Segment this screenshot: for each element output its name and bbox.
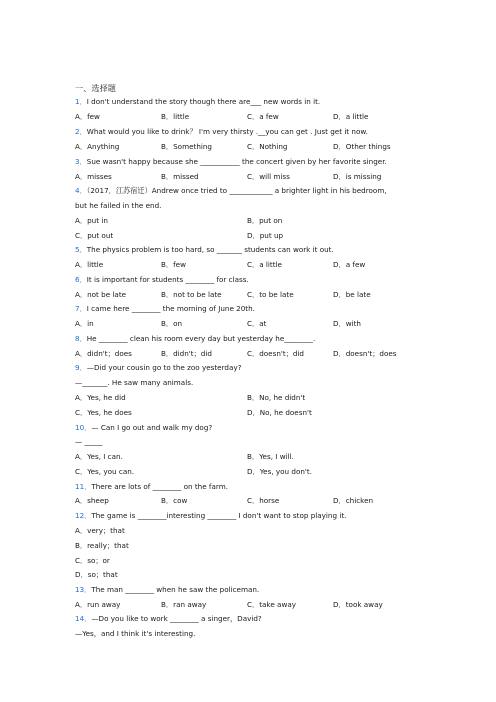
question-text: — Can I go out and walk my dog? [91,423,213,432]
question-number: 9． [75,363,87,372]
option-d: D．took away [333,600,383,609]
question-text: I came here ________ the morning of June 20th. [86,304,255,313]
option-b: B．missed [161,172,199,181]
question-13 [75,585,259,594]
question-number: 5． [75,245,87,254]
question-number: 6． [75,275,87,284]
option-a: A．put in [75,216,108,225]
option-c: C．Nothing [247,142,288,151]
question-text: The physics problem is too hard, so _______ students can work it out. [86,245,334,254]
option-c: C．take away [247,600,296,609]
option-c: C．Yes, he does [75,408,132,417]
option-b: B．Yes, I will. [247,452,294,461]
option-c: C．put out [75,231,114,240]
question-number: 2． [75,127,87,136]
question-1 [75,97,320,106]
option-a: A．in [75,319,94,328]
option-b: B．on [161,319,183,328]
option-a: A．very；that [75,526,125,535]
option-a: A．didn't；does [75,349,132,358]
option-d: D．No, he doesn't [247,408,312,417]
option-d: D．a little [333,112,369,121]
question-text: —Did your cousin go to the zoo yesterday? [86,363,242,372]
question-text: He ________ clean his room every day but yesterday he________. [86,334,316,343]
question-4 [75,186,387,195]
option-a: A．Anything [75,142,120,151]
option-c: C．so；or [75,556,110,565]
option-d: D．so；that [75,570,118,579]
option-a: A．misses [75,172,112,181]
option-d: D．with [333,319,361,328]
option-b: B．Something [161,142,212,151]
option-a: A．sheep [75,496,109,505]
option-a: A．not be late [75,290,127,299]
question-6 [75,275,249,284]
question-5 [75,245,334,254]
option-a: A．little [75,260,104,269]
option-a: A．Yes, he did [75,393,126,402]
question-3 [75,157,387,166]
question-number: 11． [75,482,92,491]
question-text: It is important for students ________ for class. [86,275,249,284]
option-c: C．a little [247,260,282,269]
question-10 [75,423,212,432]
question-2 [75,127,368,136]
option-b: B．No, he didn't [247,393,306,402]
option-d: D．Yes, you don't. [247,467,312,476]
option-b: B．not to be late [161,290,222,299]
question-text: What would you like to drink？ I'm very thirsty .__you can get . Just get it now. [86,127,368,136]
question-number: 4． [75,186,87,195]
question-number: 10． [75,423,92,432]
option-d: D．Other things [333,142,391,151]
option-b: B．cow [161,496,188,505]
option-b: B．really；that [75,541,129,550]
question-text-continued: —Yes，and I think it's interesting. [75,629,196,638]
question-14 [75,614,262,623]
question-text: —Do you like to work ________ a singer，David? [91,614,262,623]
question-text: Sue wasn't happy because she ___________ the concert given by her favorite singer. [86,157,387,166]
question-11 [75,482,228,491]
question-number: 8． [75,334,87,343]
option-c: C．at [247,319,267,328]
question-8 [75,334,315,343]
question-number: 1． [75,97,87,106]
question-text: The game is ________interesting ________ I don't want to stop playing it. [91,511,347,520]
option-d: D．is missing [333,172,382,181]
option-b: B．ran away [161,600,207,609]
option-d: D．be late [333,290,371,299]
question-text-continued: but he failed in the end. [75,201,162,210]
option-c: C．horse [247,496,280,505]
question-number: 7． [75,304,87,313]
question-number: 13． [75,585,92,594]
option-b: B．few [161,260,186,269]
question-7 [75,304,255,313]
question-text-continued: —_______. He saw many animals. [75,378,194,387]
question-text: （2017．江苏宿迁）Andrew once tried to ____________ a brighter light in his bedroom, [86,186,387,195]
section-title: 一、选择题 [75,83,116,93]
option-c: C．will miss [247,172,290,181]
option-d: D．a few [333,260,366,269]
option-d: D．put up [247,231,284,240]
question-text-continued: — _____ [75,437,103,446]
option-c: C．Yes, you can. [75,467,135,476]
option-a: A．run away [75,600,121,609]
question-number: 14． [75,614,92,623]
option-c: C．to be late [247,290,294,299]
option-b: B．put on [247,216,283,225]
question-text: I don't understand the story though there are___ new words in it. [86,97,321,106]
question-9 [75,363,241,372]
question-12 [75,511,346,520]
question-text: There are lots of ________ on the farm. [91,482,228,491]
option-d: D．doesn't；does [333,349,397,358]
option-c: C．doesn't；did [247,349,304,358]
question-number: 12． [75,511,92,520]
question-text: The man ________ when he saw the policeman. [91,585,260,594]
option-c: C．a few [247,112,279,121]
option-a: A．Yes, I can. [75,452,123,461]
question-number: 3． [75,157,87,166]
option-b: B．didn't；did [161,349,212,358]
option-d: D．chicken [333,496,374,505]
option-a: A．few [75,112,100,121]
option-b: B．little [161,112,190,121]
